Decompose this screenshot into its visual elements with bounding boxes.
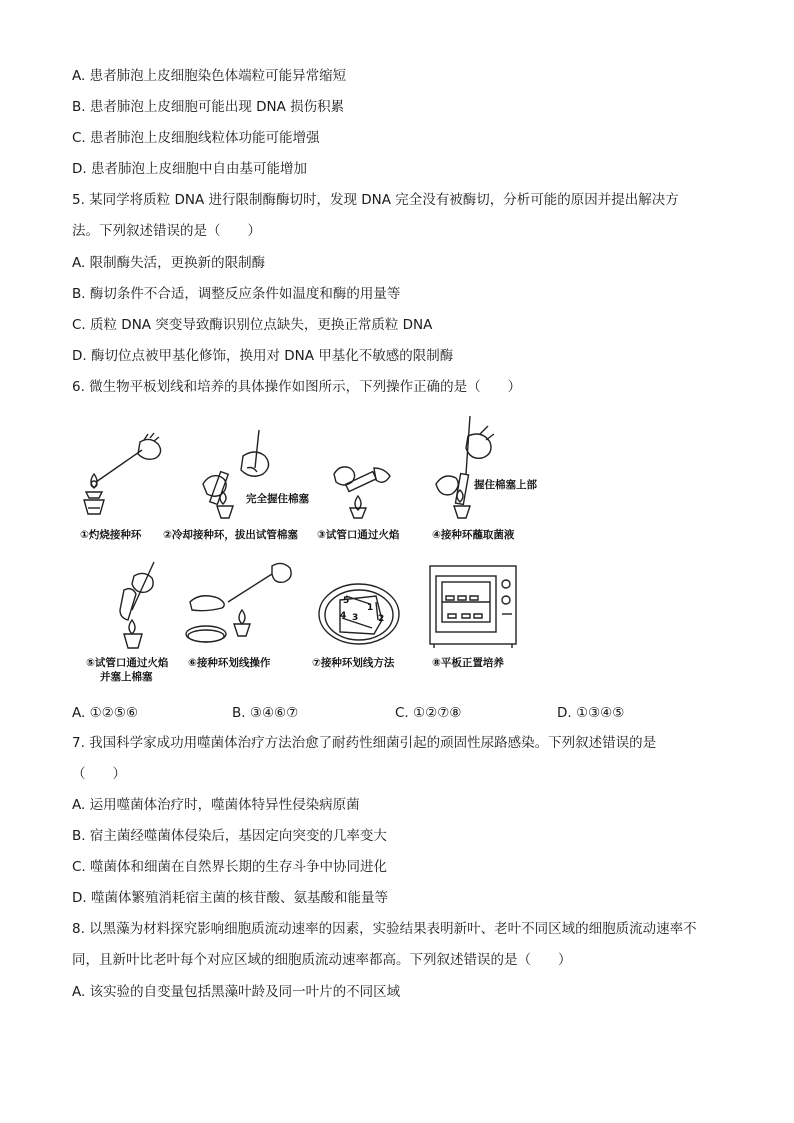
caption-step-5-sub: 并塞上棉塞 <box>100 671 153 683</box>
annotation-grip-plug-fully: 完全握住棉塞 <box>246 493 309 505</box>
streak-number-2: 2 <box>378 614 385 624</box>
q5-stem-line2: 法。下列叙述错误的是（ ） <box>72 223 261 239</box>
q8-stem-line2: 同，且新叶比老叶每个对应区域的细胞质流动速率都高。下列叙述错误的是（ ） <box>72 952 572 968</box>
streak-number-3: 3 <box>352 613 359 623</box>
panel3-tube-flame-drawing <box>330 462 400 520</box>
q7-option-c: C. 噬菌体和细菌在自然界长期的生存斗争中协同进化 <box>72 859 388 875</box>
streak-number-5: 5 <box>343 596 350 606</box>
q6-stem: 6. 微生物平板划线和培养的具体操作如图所示，下列操作正确的是（ ） <box>72 379 522 395</box>
panel2-cool-loop-drawing <box>193 428 293 520</box>
caption-step-7: ⑦接种环划线方法 <box>312 657 395 669</box>
q5-option-c: C. 质粒 DNA 突变导致酶识别位点缺失，更换正常质粒 DNA <box>72 317 433 333</box>
q8-option-a: A. 该实验的自变量包括黑藻叶龄及同一叶片的不同区域 <box>72 984 401 1000</box>
q6-option-a: A. ①②⑤⑥ <box>72 705 138 721</box>
q5-option-a: A. 限制酶失活，更换新的限制酶 <box>72 255 266 271</box>
q4-option-b: B. 患者肺泡上皮细胞可能出现 DNA 损伤积累 <box>72 99 345 115</box>
q6-option-c: C. ①②⑦⑧ <box>395 705 462 721</box>
q5-option-d: D. 酶切位点被甲基化修饰，换用对 DNA 甲基化不敏感的限制酶 <box>72 348 454 364</box>
q6-option-b: B. ③④⑥⑦ <box>232 705 299 721</box>
streak-number-4: 4 <box>340 611 347 621</box>
q7-option-a: A. 运用噬菌体治疗时，噬菌体特异性侵染病原菌 <box>72 797 360 813</box>
caption-step-2: ②冷却接种环，拔出试管棉塞 <box>163 529 298 541</box>
caption-step-3: ③试管口通过火焰 <box>317 529 400 541</box>
q8-stem-line1: 8. 以黑藻为材料探究影响细胞质流动速率的因素，实验结果表明新叶、老叶不同区域的细胞质流动速率不 <box>72 921 697 937</box>
panel1-flame-loop-drawing <box>80 430 170 520</box>
panel8-incubator-drawing <box>428 562 520 650</box>
caption-step-1: ①灼烧接种环 <box>80 529 142 541</box>
q7-stem-line2: （ ） <box>72 766 126 782</box>
caption-step-6: ⑥接种环划线操作 <box>188 657 271 669</box>
q7-option-b: B. 宿主菌经噬菌体侵染后，基因定向突变的几率变大 <box>72 828 387 844</box>
panel4-dip-loop-drawing <box>430 414 520 520</box>
q7-option-d: D. 噬菌体繁殖消耗宿主菌的核苷酸、氨基酸和能量等 <box>72 890 388 906</box>
annotation-grip-plug-top: 握住棉塞上部 <box>474 479 537 491</box>
panel7-streak-pattern-drawing <box>316 578 402 650</box>
q6-option-d: D. ①③④⑤ <box>557 705 625 721</box>
q4-option-c: C. 患者肺泡上皮细胞线粒体功能可能增强 <box>72 130 320 146</box>
q5-option-b: B. 酶切条件不合适，调整反应条件如温度和酶的用量等 <box>72 286 401 302</box>
streak-number-1: 1 <box>367 603 374 613</box>
caption-step-5: ⑤试管口通过火焰 <box>86 657 169 669</box>
panel6-streaking-drawing <box>180 556 300 652</box>
q4-option-d: D. 患者肺泡上皮细胞中自由基可能增加 <box>72 161 307 177</box>
panel5-tube-plug-drawing <box>110 560 180 650</box>
caption-step-4: ④接种环蘸取菌液 <box>432 529 515 541</box>
q5-stem-line1: 5. 某同学将质粒 DNA 进行限制酶酶切时，发现 DNA 完全没有被酶切，分析可能的原因并提出解决方 <box>72 192 679 208</box>
q4-option-a: A. 患者肺泡上皮细胞染色体端粒可能异常缩短 <box>72 68 347 84</box>
q7-stem-line1: 7. 我国科学家成功用噬菌体治疗方法治愈了耐药性细菌引起的顽固性尿路感染。下列叙述错误的是 <box>72 735 657 751</box>
caption-step-8: ⑧平板正置培养 <box>432 657 504 669</box>
